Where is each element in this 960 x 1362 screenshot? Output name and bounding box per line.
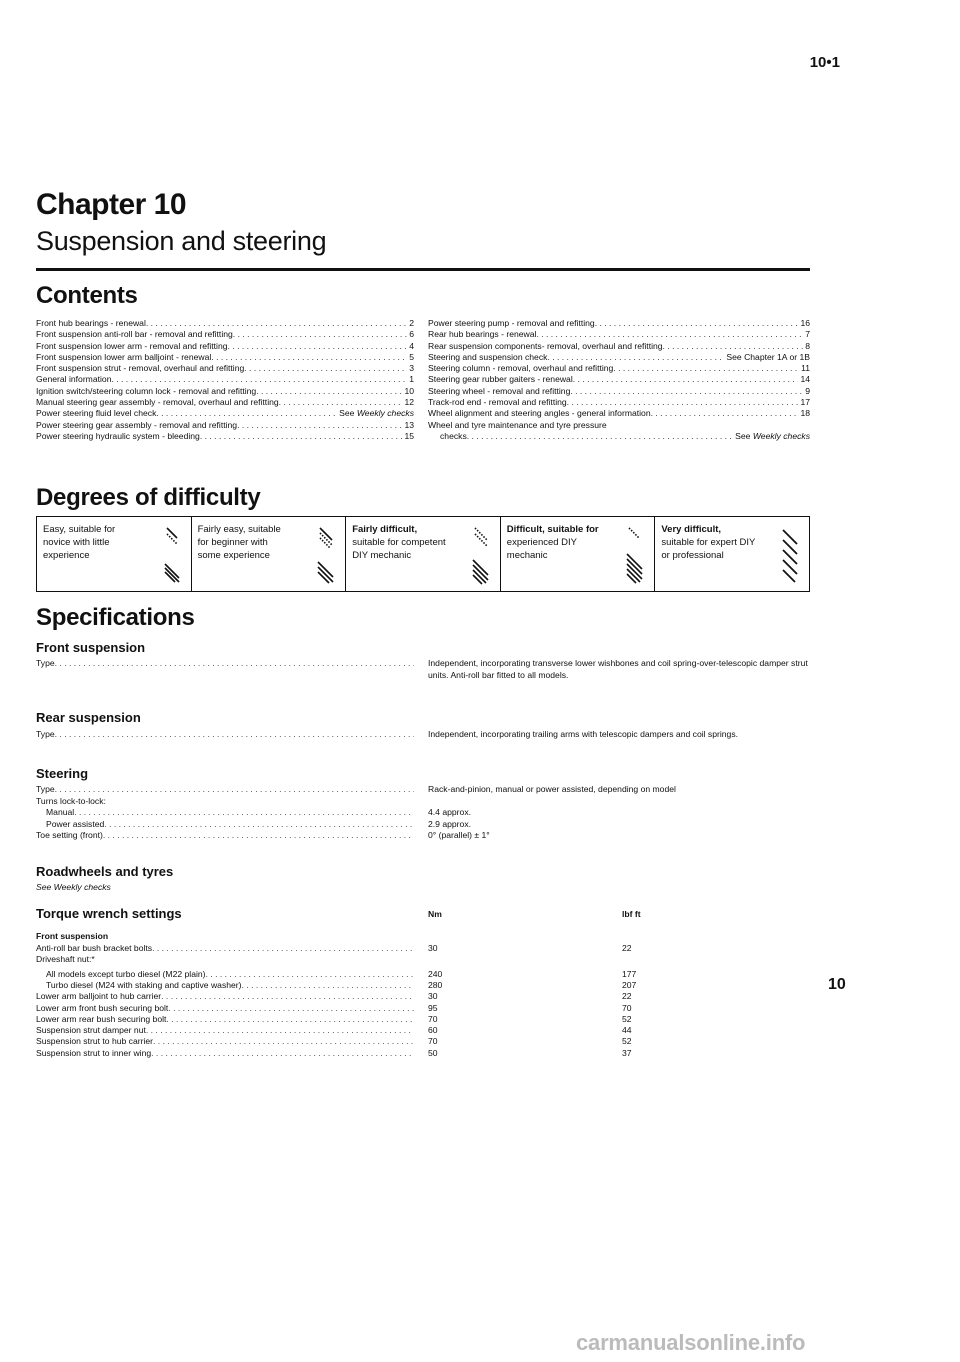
torque-nm: 95	[428, 1002, 438, 1013]
leader-dots	[570, 386, 803, 397]
contents-item-page: 18	[800, 408, 810, 419]
torque-label: Suspension strut to hub carrier	[36, 1036, 154, 1047]
torque-label: Turbo diesel (M24 with staking and captive washer)	[46, 979, 242, 990]
torque-label: Suspension strut damper nut	[36, 1025, 146, 1036]
contents-item-title: Track-rod end - removal and refitting	[428, 397, 567, 408]
roadwheels-note: See Weekly checks	[36, 882, 111, 892]
spec-row	[36, 729, 414, 741]
rear-suspension-heading: Rear suspension	[36, 710, 141, 725]
torque-label: Lower arm rear bush securing bolt	[36, 1013, 167, 1024]
contents-item	[428, 408, 810, 419]
difficulty-text: Easy, suitable for	[43, 524, 116, 535]
contents-item-page: 12	[404, 397, 414, 408]
contents-item-page: 6	[409, 329, 414, 340]
torque-nm: 280	[428, 979, 443, 990]
spec-label: Type	[36, 658, 55, 668]
torque-row	[36, 980, 414, 991]
difficulty-text: for beginner with	[197, 537, 268, 548]
torque-nm: 240	[428, 968, 443, 979]
spec-row	[36, 658, 414, 670]
difficulty-text: experience	[43, 550, 90, 561]
leader-dots	[242, 980, 414, 991]
chapter-subtitle: Suspension and steering	[36, 226, 327, 256]
difficulty-text: DIY mechanic	[352, 550, 412, 561]
spec-value: Independent, incorporating transverse lower wishbones and coil spring-over-telescopic damper strut units. Anti-roll bar fitted to all models.	[428, 658, 808, 680]
contents-item-title: General information	[36, 374, 112, 385]
difficulty-text: suitable for competent	[352, 537, 446, 548]
contents-item-page: See Weekly checks	[339, 408, 414, 419]
spanner-2-icon	[313, 523, 339, 587]
leader-dots	[151, 1048, 414, 1059]
spec-value: 2.9 approx.	[428, 818, 471, 829]
spec-label: Toe setting (front)	[36, 830, 103, 840]
spec-value: Rack-and-pinion, manual or power assisted, depending on model	[428, 784, 676, 794]
spec-label: Manual	[46, 807, 75, 817]
contents-item-page: 17	[800, 397, 810, 408]
leader-dots	[156, 408, 337, 419]
torque-lbf: 37	[622, 1047, 632, 1058]
contents-item	[36, 318, 414, 329]
leader-dots	[211, 352, 407, 363]
leader-dots	[237, 420, 402, 431]
contents-item-page: 7	[805, 329, 810, 340]
contents-item-title: Manual steering gear assembly - removal, overhaul and refitting	[36, 397, 279, 408]
leader-dots	[146, 1025, 414, 1036]
contents-item-title: checks	[440, 430, 467, 441]
contents-item-title: Front suspension anti-roll bar - removal and refitting	[36, 329, 233, 340]
chapter-title: Chapter 10	[36, 188, 187, 221]
contents-item	[36, 408, 414, 419]
torque-label: Lower arm balljoint to hub carrier	[36, 991, 162, 1002]
watermark: carmanualsonline.info	[576, 1330, 806, 1355]
contents-item-page: 9	[805, 385, 810, 396]
contents-item-title: Front suspension lower arm - removal and refitting	[36, 340, 228, 351]
torque-label: Lower arm front bush securing bolt	[36, 1002, 169, 1013]
contents-heading: Contents	[36, 282, 138, 309]
difficulty-text: experienced DIY	[506, 537, 578, 548]
contents-item-title: Front suspension lower arm balljoint - renewal	[36, 351, 212, 362]
contents-item-page: 4	[409, 340, 414, 351]
torque-nm: 50	[428, 1047, 438, 1058]
contents-item-title: Front suspension strut - removal, overhaul and refitting	[36, 363, 245, 374]
contents-item-page: 13	[404, 419, 414, 430]
contents-item	[428, 386, 810, 397]
contents-item	[428, 431, 810, 442]
leader-dots	[256, 386, 402, 397]
torque-label: Driveshaft nut:*	[36, 954, 95, 965]
torque-lbf: 22	[622, 991, 632, 1002]
contents-item-title: Power steering gear assembly - removal and refitting	[36, 419, 238, 430]
contents-item-title: Ignition switch/steering column lock - removal and refitting	[36, 385, 257, 396]
spec-value: 0° (parallel) ± 1°	[428, 830, 490, 840]
leader-dots	[279, 397, 403, 408]
contents-item	[36, 352, 414, 363]
difficulty-text: Very difficult,	[661, 524, 722, 535]
torque-label: Anti-roll bar bush bracket bolts	[36, 943, 153, 953]
torque-lbf: 70	[622, 1002, 632, 1013]
leader-dots	[613, 363, 799, 374]
torque-label: Suspension strut to inner wing	[36, 1047, 152, 1058]
difficulty-level-3	[346, 517, 501, 591]
torque-row	[36, 1014, 414, 1025]
contents-item	[428, 363, 810, 374]
leader-dots	[547, 352, 724, 363]
leader-dots	[168, 1003, 414, 1014]
contents-item	[428, 318, 810, 329]
contents-item-title: Power steering pump - removal and refitting	[428, 318, 595, 328]
contents-right-column	[428, 318, 810, 442]
difficulty-text: Difficult, suitable for	[506, 524, 599, 535]
leader-dots	[567, 397, 799, 408]
contents-item-page: 5	[409, 351, 414, 362]
chapter-side-tab: 10	[828, 976, 846, 993]
torque-lbf: 207	[622, 979, 637, 990]
torque-lbf: 44	[622, 1025, 632, 1036]
contents-item-page: See Weekly checks	[735, 430, 810, 441]
torque-row	[36, 1036, 414, 1047]
contents-item-title: Rear hub bearings - renewal	[428, 329, 537, 340]
steering-values	[428, 784, 810, 842]
spanner-5-icon	[777, 523, 803, 587]
torque-row	[36, 1048, 414, 1059]
torque-row	[36, 991, 414, 1002]
torque-lbf: 52	[622, 1013, 632, 1024]
contents-item	[428, 397, 810, 408]
spec-row	[36, 830, 414, 842]
contents-item	[428, 329, 810, 340]
contents-item-page: See Chapter 1A or 1B	[726, 351, 810, 362]
steering-heading: Steering	[36, 766, 89, 781]
steering-specs	[36, 784, 414, 842]
leader-dots	[228, 341, 408, 352]
title-rule	[36, 268, 810, 271]
spec-label: Turns lock-to-lock:	[36, 795, 106, 806]
leader-dots	[152, 943, 414, 954]
page-number: 10•1	[809, 54, 840, 71]
contents-item-page: 8	[805, 340, 810, 351]
leader-dots	[663, 341, 804, 352]
difficulty-text: suitable for expert DIY	[661, 537, 756, 548]
column-header-lbf: lbf ft	[622, 909, 641, 919]
contents-item-page: 3	[409, 363, 414, 374]
torque-nm: 30	[428, 943, 438, 953]
leader-dots	[244, 363, 407, 374]
torque-group-heading: Front suspension	[36, 931, 109, 941]
contents-item	[36, 431, 414, 442]
difficulty-table	[36, 516, 810, 592]
contents-item-title: Front hub bearings - renewal	[36, 318, 146, 328]
difficulty-text: mechanic	[506, 550, 548, 561]
torque-nm: 30	[428, 991, 438, 1002]
contents-item-page: 2	[409, 318, 414, 328]
torque-row	[36, 954, 414, 965]
difficulty-text: some experience	[197, 550, 270, 561]
leader-dots	[200, 431, 403, 442]
contents-item	[428, 374, 810, 385]
difficulty-level-2	[192, 517, 347, 591]
difficulty-text: or professional	[661, 550, 724, 561]
contents-item-page: 11	[801, 363, 810, 374]
front-suspension-heading: Front suspension	[36, 640, 146, 655]
leader-dots	[233, 329, 407, 340]
torque-lbf: 52	[622, 1036, 632, 1047]
difficulty-text: Fairly easy, suitable	[197, 524, 281, 535]
torque-row	[36, 1003, 414, 1014]
contents-item-page: 10	[404, 385, 414, 396]
contents-item	[428, 341, 810, 352]
difficulty-level-4	[501, 517, 656, 591]
specifications-heading: Specifications	[36, 604, 195, 631]
contents-item	[36, 420, 414, 431]
contents-item	[428, 352, 810, 363]
contents-item	[428, 420, 810, 431]
contents-item-title: Wheel and tyre maintenance and tyre pressure	[428, 419, 607, 430]
leader-dots	[573, 374, 799, 385]
leader-dots	[111, 374, 407, 385]
contents-item	[36, 397, 414, 408]
contents-item-title: Steering column - removal, overhaul and refitting	[428, 363, 614, 374]
contents-item-page: 16	[800, 318, 810, 328]
contents-item-title: Steering gear rubber gaiters - renewal	[428, 374, 573, 385]
spec-label: Type	[36, 784, 55, 794]
contents-item	[36, 386, 414, 397]
contents-item-title: Steering wheel - removal and refitting	[428, 385, 571, 396]
leader-dots	[536, 329, 803, 340]
spanner-3-icon	[468, 523, 494, 587]
difficulty-heading: Degrees of difficulty	[36, 484, 261, 511]
torque-label: All models except turbo diesel (M22 plain)	[46, 968, 206, 979]
column-header-nm: Nm	[428, 909, 442, 919]
torque-lbf: 22	[622, 943, 632, 953]
contents-item-page: 1	[409, 374, 414, 385]
leader-dots	[651, 408, 799, 419]
contents-item-page: 14	[800, 374, 810, 385]
contents-item	[36, 329, 414, 340]
spec-row	[36, 819, 414, 831]
spec-row	[36, 807, 414, 819]
leader-dots	[206, 969, 414, 980]
contents-item	[36, 363, 414, 374]
contents-item-page: 15	[404, 430, 414, 441]
leader-dots	[467, 431, 733, 442]
contents-item	[36, 374, 414, 385]
difficulty-text: Fairly difficult,	[352, 524, 418, 535]
spanner-1-icon	[159, 523, 185, 587]
leader-dots	[595, 318, 799, 329]
leader-dots	[153, 1036, 414, 1047]
contents-item-title: Wheel alignment and steering angles - general information	[428, 408, 651, 419]
difficulty-level-5	[655, 517, 809, 591]
torque-nm: 70	[428, 1013, 438, 1024]
torque-nm: 70	[428, 1036, 438, 1047]
spec-label: Power assisted	[46, 818, 105, 829]
difficulty-level-1	[37, 517, 192, 591]
spec-label: Type	[36, 729, 55, 739]
spanner-4-icon	[622, 523, 648, 587]
torque-heading: Torque wrench settings	[36, 906, 182, 921]
spec-value: Independent, incorporating trailing arms with telescopic dampers and coil springs.	[428, 729, 739, 739]
contents-item-title: Steering and suspension check	[428, 351, 548, 362]
spec-row	[36, 784, 414, 796]
contents-item	[36, 341, 414, 352]
spec-value: 4.4 approx.	[428, 807, 471, 817]
leader-dots	[146, 318, 407, 329]
torque-row	[36, 969, 414, 980]
torque-row	[36, 1025, 414, 1036]
contents-item-title: Rear suspension components- removal, overhaul and refitting	[428, 340, 663, 351]
leader-dots	[161, 991, 414, 1002]
contents-item-title: Power steering hydraulic system - bleeding	[36, 430, 200, 441]
contents-left-column	[36, 318, 414, 442]
leader-dots	[166, 1014, 414, 1025]
contents-item-title: Power steering fluid level check	[36, 408, 157, 419]
roadwheels-heading: Roadwheels and tyres	[36, 864, 174, 879]
torque-row	[36, 943, 414, 954]
torque-nm: 60	[428, 1025, 438, 1036]
difficulty-text: novice with little	[43, 537, 110, 548]
torque-lbf: 177	[622, 968, 637, 979]
